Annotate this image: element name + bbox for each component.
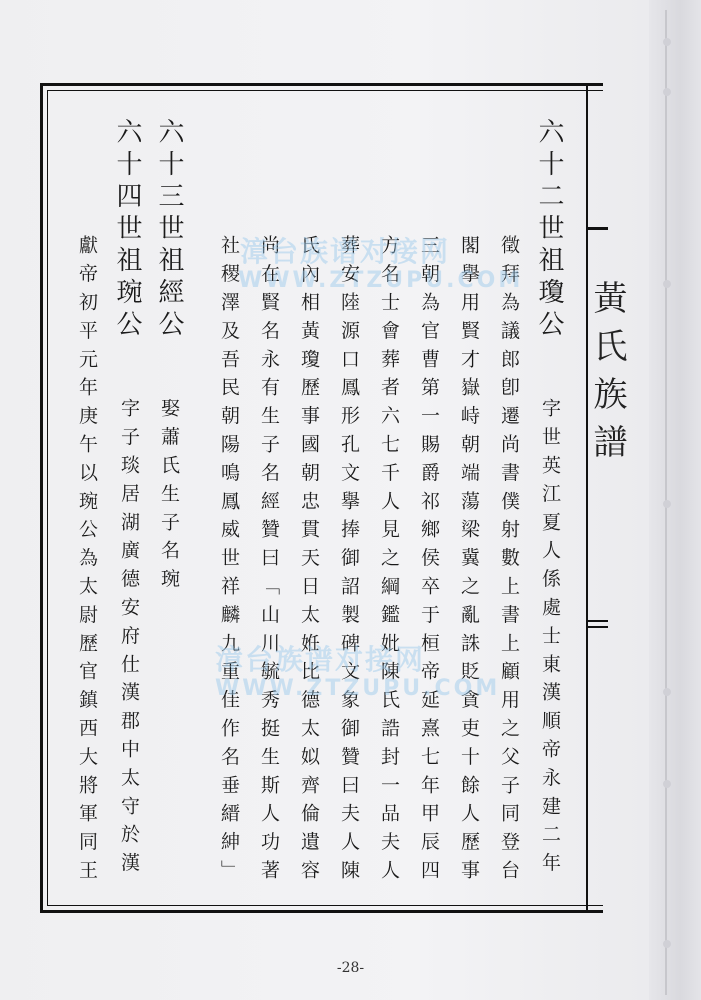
binding-hole: [663, 688, 671, 696]
text-62-col8: 尚在賢名永有生子名經贊曰「山川毓秀挺生斯人功著: [258, 235, 280, 889]
binding-hole: [663, 280, 671, 288]
text-64-col1: 字子琰居湖廣德安府仕漢郡中太守於漢: [118, 398, 140, 881]
text-62-col5: 方名士會葬者六七千人見之綱鑑妣陳氏誥封一品夫人: [378, 235, 400, 889]
heading-62: 六十二世祖瓊公: [534, 118, 564, 342]
watermark-text: 漳台族谱对接网: [215, 643, 426, 676]
text-62-col1: 字世英江夏人係處士東漢順帝永建二年: [539, 398, 561, 881]
binding-hole: [663, 780, 671, 788]
spine-mark: [586, 620, 608, 622]
watermark-url: WWW.ZTZUPU.COM: [215, 676, 501, 701]
text-62-col7: 氏內相黃瓊歷事國朝忠貫天日太姙比德太姒齊倫遺容: [298, 235, 320, 889]
text-63-col1: 娶蕭氏生子名琬: [158, 398, 180, 597]
spine-mark: [586, 227, 608, 230]
binding-hole: [663, 38, 671, 46]
text-62-col4: 三朝為官曹第一賜爵祁鄉侯卒于桓帝延熹七年甲辰四: [418, 235, 440, 889]
text-62-col3: 閣擧用賢才嶽峙朝端蕩梁冀之亂誅貶貪吏十餘人歷事: [458, 235, 480, 889]
text-62-col6: 葬安陸源口鳳形孔文擧捧御詔製碑文象御贊曰夫人陳: [338, 235, 360, 889]
binding-hole: [663, 88, 671, 96]
binding-hole: [663, 940, 671, 948]
binding-hole: [663, 500, 671, 508]
text-62-col9: 社稷澤及吾民朝陽鳴鳳威世祥麟九重佳作名垂縉紳」: [218, 235, 240, 889]
book-title: 黃氏族譜: [587, 280, 627, 472]
heading-63: 六十三世祖經公: [154, 118, 184, 342]
spine-column: [586, 83, 608, 913]
watermark-text: 漳台族谱对接网: [240, 235, 451, 268]
page-number: -28-: [336, 960, 365, 976]
heading-64: 六十四世祖琬公: [112, 118, 142, 342]
text-62-col2: 徵拜為議郎卽遷尚書僕射數上書上顧用之父子同登台: [498, 235, 520, 889]
text-64-col2: 獻帝初平元年庚午以琬公為太尉歷官鎮西大將軍同王: [76, 235, 98, 889]
watermark-url: WWW.ZTZUPU.COM: [238, 268, 524, 293]
page-edge-shadow: [649, 0, 701, 1000]
spine-mark: [586, 626, 608, 628]
